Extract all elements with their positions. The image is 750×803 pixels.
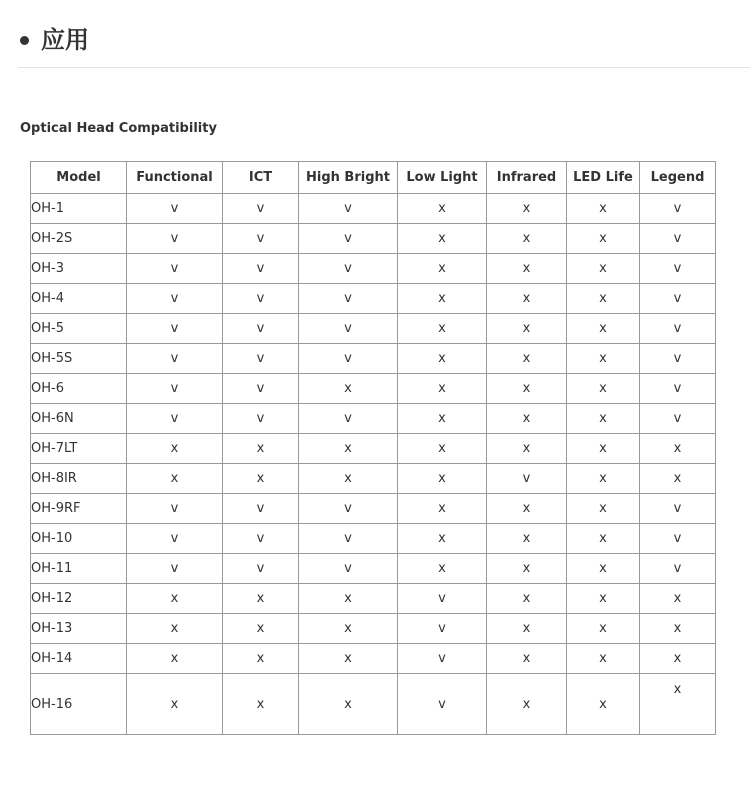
table-cell: v [127,314,223,344]
model-cell: OH-16 [31,674,127,735]
model-cell: OH-4 [31,284,127,314]
table-cell: x [398,434,487,464]
table-cell: v [299,284,398,314]
table-row [31,464,716,494]
table-row [31,194,716,224]
table-cell: v [223,314,299,344]
table-row [31,254,716,284]
table-cell: v [640,224,716,254]
table-cell: v [640,554,716,584]
table-cell: x [487,344,567,374]
table-cell: x [299,674,398,735]
table-cell: v [640,374,716,404]
table-cell: x [299,434,398,464]
table-cell: x [567,284,640,314]
table-cell: x [567,194,640,224]
table-cell: x [299,614,398,644]
table-cell: x [398,404,487,434]
table-cell: x [487,584,567,614]
table-cell: x [640,644,716,674]
table-cell: x [640,464,716,494]
table-cell: v [127,194,223,224]
table-cell: v [299,494,398,524]
column-header: Functional [127,162,223,194]
table-cell: x [567,644,640,674]
table-row [31,584,716,614]
table-cell: x [487,434,567,464]
table-row [31,374,716,404]
table-cell: x [299,464,398,494]
table-cell: x [299,644,398,674]
table-cell: x [487,674,567,735]
model-cell: OH-6N [31,404,127,434]
table-cell: x [640,614,716,644]
table-cell: v [223,374,299,404]
table-cell: x [487,314,567,344]
table-cell: v [640,404,716,434]
table-cell: v [223,194,299,224]
table-cell: x [398,524,487,554]
table-cell: x [398,344,487,374]
table-row [31,614,716,644]
model-cell: OH-5S [31,344,127,374]
table-cell: v [640,284,716,314]
table-caption: Optical Head Compatibility [20,121,217,136]
table-cell: v [127,374,223,404]
table-cell: x [487,224,567,254]
table-header [31,162,716,194]
table-cell: v [223,254,299,284]
column-header: Model [31,162,127,194]
table-cell: v [223,524,299,554]
column-header: High Bright [299,162,398,194]
table-row [31,314,716,344]
table-cell: v [398,644,487,674]
model-cell: OH-10 [31,524,127,554]
model-cell: OH-3 [31,254,127,284]
table-cell: x [223,464,299,494]
table-cell: v [223,224,299,254]
table-cell: x [640,674,716,735]
table-cell: x [487,614,567,644]
table-cell: x [567,434,640,464]
table-cell: x [398,194,487,224]
section-header [20,22,89,58]
table-cell: v [640,494,716,524]
table-cell: v [223,344,299,374]
section-divider [18,67,750,68]
table-cell: v [640,314,716,344]
table-cell: x [223,674,299,735]
table-cell: x [487,254,567,284]
table-cell: v [223,554,299,584]
table-cell: x [223,614,299,644]
table-cell: x [487,644,567,674]
column-header: Legend [640,162,716,194]
model-cell: OH-13 [31,614,127,644]
table-cell: v [223,494,299,524]
table-cell: x [487,554,567,584]
model-cell: OH-8IR [31,464,127,494]
table-cell: v [223,404,299,434]
model-cell: OH-2S [31,224,127,254]
table-cell: v [299,344,398,374]
table-cell: v [127,254,223,284]
table-cell: v [127,344,223,374]
table-cell: x [567,224,640,254]
table-cell: x [398,494,487,524]
table-cell: x [127,614,223,644]
table-cell: x [127,644,223,674]
model-cell: OH-11 [31,554,127,584]
table-cell: v [127,554,223,584]
table-cell: v [127,284,223,314]
column-header: Low Light [398,162,487,194]
table-cell: v [299,404,398,434]
table-cell: x [398,224,487,254]
model-cell: OH-7LT [31,434,127,464]
table-cell: v [299,524,398,554]
table-row [31,644,716,674]
table-body [31,194,716,735]
compatibility-table [30,161,716,735]
table-cell: x [127,434,223,464]
table-cell: x [223,644,299,674]
table-cell: x [398,254,487,284]
table-cell: x [299,374,398,404]
table-cell: x [487,404,567,434]
table-cell: x [640,584,716,614]
model-cell: OH-1 [31,194,127,224]
table-cell: v [299,254,398,284]
table-row [31,224,716,254]
table-cell: v [640,194,716,224]
table-cell: v [127,224,223,254]
table-cell: x [223,584,299,614]
table-row [31,434,716,464]
table-row [31,404,716,434]
table-cell: v [299,224,398,254]
table-row [31,494,716,524]
table-cell: v [398,674,487,735]
table-cell: v [398,614,487,644]
table-cell: v [223,284,299,314]
table-cell: x [567,404,640,434]
table-cell: x [567,374,640,404]
table-cell: v [299,314,398,344]
table-cell: x [567,554,640,584]
model-cell: OH-6 [31,374,127,404]
table-cell: x [567,584,640,614]
model-cell: OH-5 [31,314,127,344]
table-row [31,344,716,374]
table-cell: v [127,404,223,434]
table-cell: x [223,434,299,464]
table-cell: v [398,584,487,614]
table-cell: x [398,284,487,314]
table-cell: x [567,464,640,494]
column-header: LED Life [567,162,640,194]
table-cell: x [567,674,640,735]
table-cell: v [640,344,716,374]
table-cell: x [487,374,567,404]
column-header: Infrared [487,162,567,194]
table-row [31,284,716,314]
header-row [31,162,716,194]
table-cell: x [567,524,640,554]
table-cell: v [127,494,223,524]
model-cell: OH-14 [31,644,127,674]
table-cell: x [567,614,640,644]
model-cell: OH-12 [31,584,127,614]
table-cell: v [487,464,567,494]
table-cell: x [487,284,567,314]
table-cell: x [640,434,716,464]
table-row [31,554,716,584]
table-cell: x [567,314,640,344]
column-header: ICT [223,162,299,194]
table-row [31,674,716,735]
table-cell: x [487,494,567,524]
table-cell: x [487,194,567,224]
table-cell: x [127,464,223,494]
table-cell: x [398,314,487,344]
table-cell: x [398,554,487,584]
section-title: 应用 [41,26,89,54]
table-row [31,524,716,554]
table-cell: x [398,374,487,404]
bullet-dot-icon [20,36,29,45]
table-cell: v [299,194,398,224]
table-cell: x [398,464,487,494]
table-cell: v [127,524,223,554]
table-cell: x [127,674,223,735]
table-cell: x [567,254,640,284]
table-cell: x [567,494,640,524]
table-cell: x [487,524,567,554]
table-cell: x [299,584,398,614]
model-cell: OH-9RF [31,494,127,524]
table-cell: x [567,344,640,374]
table-cell: v [640,254,716,284]
table-cell: x [127,584,223,614]
table-cell: v [299,554,398,584]
table-cell: v [640,524,716,554]
